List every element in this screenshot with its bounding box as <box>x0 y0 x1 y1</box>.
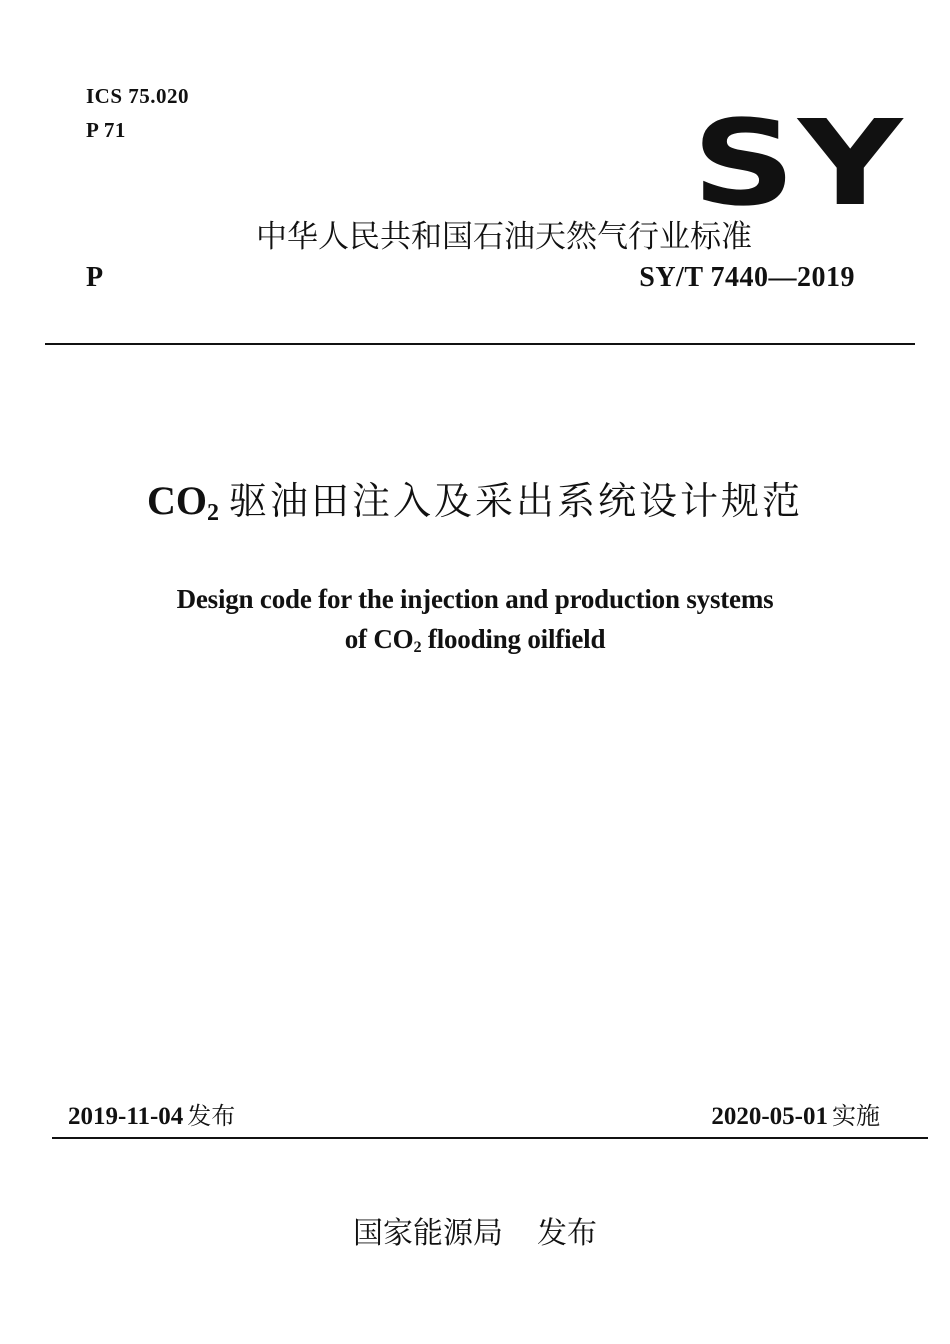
english-title-line2 <box>0 624 950 655</box>
top-divider <box>45 343 915 345</box>
implementation-date <box>711 1096 880 1131</box>
standard-number: SY/T 7440—2019 <box>639 262 855 293</box>
english-title-prefix: of CO <box>344 624 414 654</box>
issue-date-value: 2019-11-04 <box>68 1103 184 1130</box>
publish-label: 发布 <box>537 1216 597 1251</box>
publisher-name: 国家能源局 <box>353 1216 503 1251</box>
publisher <box>0 1208 950 1252</box>
english-title-rest: flooding oilfield <box>421 624 606 654</box>
chinese-title-subscript: 2 <box>206 500 219 526</box>
implementation-label: 实施 <box>832 1102 880 1130</box>
chinese-title <box>0 470 950 525</box>
chinese-title-co: CO <box>146 478 207 523</box>
english-title-line1: Design code for the injection and production systems <box>176 584 774 614</box>
industry-standard-title: 中华人民共和国石油天然气行业标准 <box>256 219 752 255</box>
chinese-title-text: 驱油田注入及采出系统设计规范 <box>228 479 803 523</box>
ics-code: ICS 75.020 <box>86 84 190 108</box>
implementation-date-value: 2020-05-01 <box>711 1103 828 1130</box>
classification-code: P 71 <box>86 118 126 142</box>
issue-label: 发布 <box>187 1102 236 1130</box>
issue-date <box>68 1096 235 1131</box>
category-letter: P <box>86 262 104 293</box>
bottom-divider <box>52 1137 928 1139</box>
english-title-subscript: 2 <box>413 638 422 657</box>
sy-logo: SY <box>692 94 905 232</box>
